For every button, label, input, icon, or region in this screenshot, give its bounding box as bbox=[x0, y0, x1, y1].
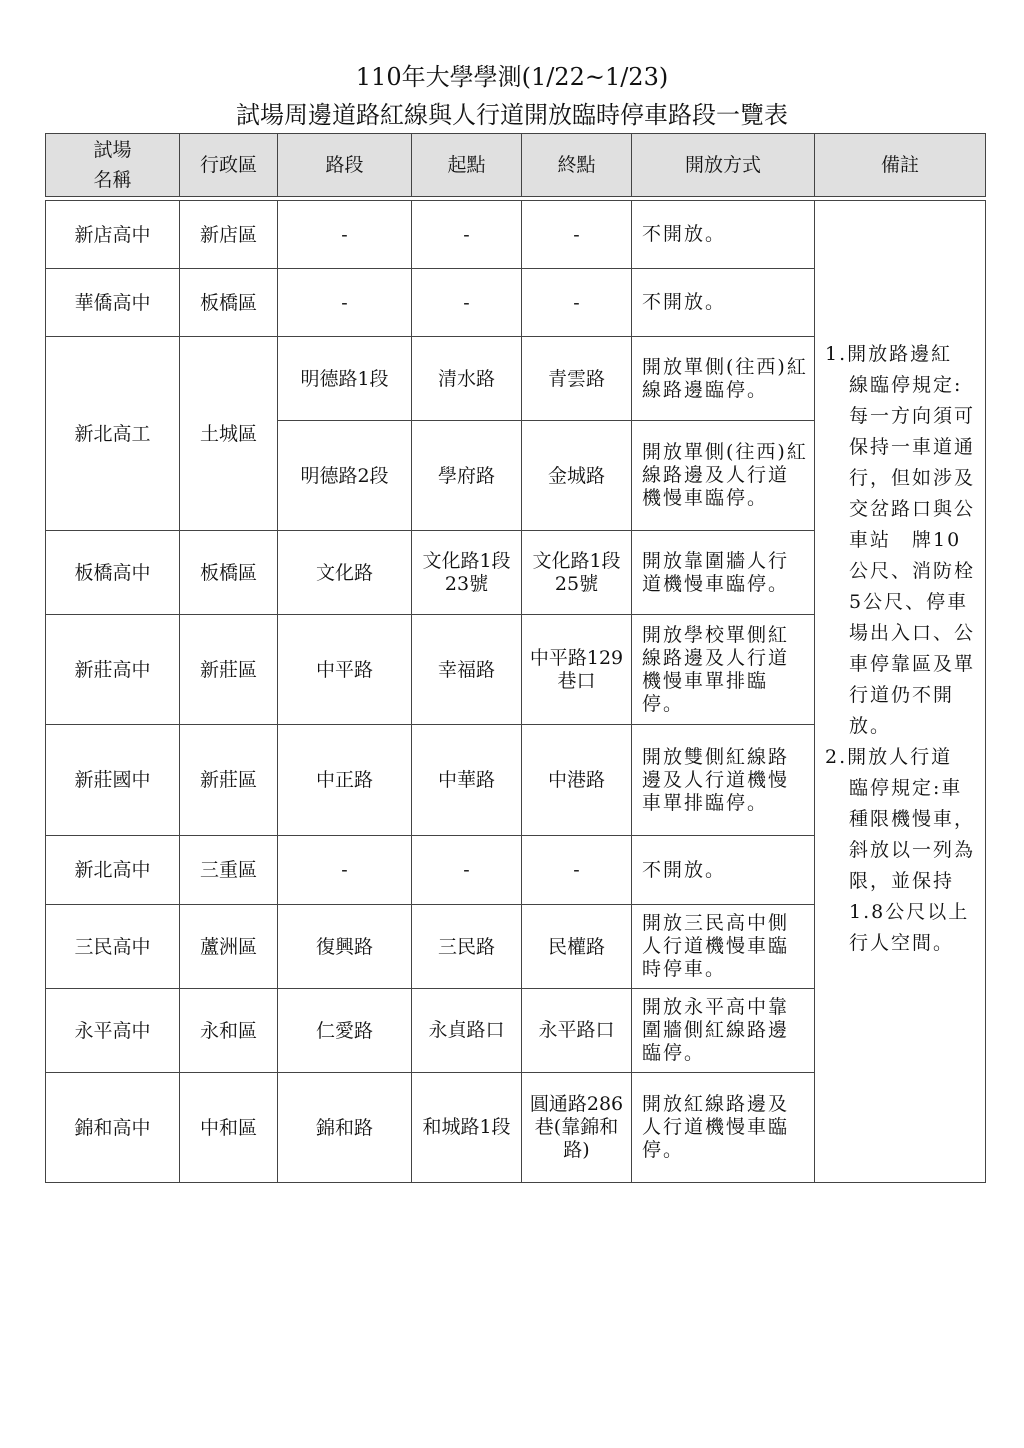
cell-method: 不開放。 bbox=[632, 836, 815, 905]
cell-site: 三民高中 bbox=[46, 905, 180, 989]
header-exam-site-line1: 試場 bbox=[93, 139, 132, 161]
cell-start: 幸福路 bbox=[412, 615, 522, 725]
cell-method: 開放單側(往西)紅線路邊臨停。 bbox=[632, 337, 815, 421]
cell-road: 文化路 bbox=[278, 531, 412, 615]
cell-road: - bbox=[278, 201, 412, 269]
cell-method: 開放雙側紅線路邊及人行道機慢車單排臨停。 bbox=[632, 725, 815, 836]
cell-start: 和城路1段 bbox=[412, 1073, 522, 1183]
cell-method: 開放學校單側紅線路邊及人行道機慢車單排臨停。 bbox=[632, 615, 815, 725]
header-start: 起點 bbox=[412, 134, 522, 197]
cell-start: - bbox=[412, 836, 522, 905]
cell-method: 開放永平高中靠圍牆側紅線路邊臨停。 bbox=[632, 989, 815, 1073]
cell-road: 仁愛路 bbox=[278, 989, 412, 1073]
cell-road: 明德路1段 bbox=[278, 337, 412, 421]
cell-start: 文化路1段23號 bbox=[412, 531, 522, 615]
cell-site: 板橋高中 bbox=[46, 531, 180, 615]
parking-table bbox=[45, 133, 986, 1183]
cell-start: 三民路 bbox=[412, 905, 522, 989]
cell-method: 不開放。 bbox=[632, 269, 815, 337]
cell-site: 新店高中 bbox=[46, 201, 180, 269]
remark-item-2-rest: 臨停規定:車種限機慢車，斜放以一列為限，並保持1.8公尺以上行人空間。 bbox=[849, 777, 976, 954]
cell-district: 新莊區 bbox=[180, 725, 278, 836]
header-exam-site bbox=[46, 134, 180, 197]
cell-site: 新莊國中 bbox=[46, 725, 180, 836]
cell-site: 錦和高中 bbox=[46, 1073, 180, 1183]
header-remark: 備註 bbox=[815, 134, 986, 197]
header-road: 路段 bbox=[278, 134, 412, 197]
cell-end: 青雲路 bbox=[522, 337, 632, 421]
cell-end: 圓通路286巷(靠錦和路) bbox=[522, 1073, 632, 1183]
cell-site: 華僑高中 bbox=[46, 269, 180, 337]
document-title-line2: 試場周邊道路紅線與人行道開放臨時停車路段一覽表 bbox=[236, 101, 788, 129]
cell-end: 中港路 bbox=[522, 725, 632, 836]
cell-district: 蘆洲區 bbox=[180, 905, 278, 989]
cell-district: 中和區 bbox=[180, 1073, 278, 1183]
cell-end: - bbox=[522, 201, 632, 269]
cell-road: 復興路 bbox=[278, 905, 412, 989]
cell-road: 中平路 bbox=[278, 615, 412, 725]
cell-end: 民權路 bbox=[522, 905, 632, 989]
cell-method: 開放紅線路邊及人行道機慢車臨停。 bbox=[632, 1073, 815, 1183]
cell-start: - bbox=[412, 201, 522, 269]
cell-start: - bbox=[412, 269, 522, 337]
cell-end: 文化路1段25號 bbox=[522, 531, 632, 615]
header-end: 終點 bbox=[522, 134, 632, 197]
cell-remark bbox=[815, 201, 986, 1183]
cell-site: 永平高中 bbox=[46, 989, 180, 1073]
remark-item-1-rest: 線臨停規定:每一方向須可保持一車道通行，但如涉及交岔路口與公車站 牌10公尺、消防栓5公尺、停車場出入口、公車停靠區及單行道仍不開放。 bbox=[849, 374, 976, 737]
cell-start: 清水路 bbox=[412, 337, 522, 421]
header-district: 行政區 bbox=[180, 134, 278, 197]
table-header-row bbox=[46, 134, 986, 197]
header-method: 開放方式 bbox=[632, 134, 815, 197]
cell-district: 永和區 bbox=[180, 989, 278, 1073]
cell-method: 開放三民高中側人行道機慢車臨時停車。 bbox=[632, 905, 815, 989]
remark-item-2-first: 2.開放人行道 bbox=[825, 746, 953, 768]
cell-district: 土城區 bbox=[180, 337, 278, 531]
cell-district: 新店區 bbox=[180, 201, 278, 269]
cell-method: 開放單側(往西)紅線路邊及人行道機慢車臨停。 bbox=[632, 421, 815, 531]
cell-site: 新莊高中 bbox=[46, 615, 180, 725]
cell-start: 永貞路口 bbox=[412, 989, 522, 1073]
cell-end: 金城路 bbox=[522, 421, 632, 531]
cell-start: 中華路 bbox=[412, 725, 522, 836]
cell-district: 板橋區 bbox=[180, 531, 278, 615]
cell-site: 新北高中 bbox=[46, 836, 180, 905]
cell-road: 明德路2段 bbox=[278, 421, 412, 531]
cell-method: 不開放。 bbox=[632, 201, 815, 269]
cell-end: - bbox=[522, 836, 632, 905]
cell-road: 錦和路 bbox=[278, 1073, 412, 1183]
table-row bbox=[46, 201, 986, 269]
cell-district: 新莊區 bbox=[180, 615, 278, 725]
remark-item-1-first: 1.開放路邊紅 bbox=[825, 343, 953, 365]
cell-site: 新北高工 bbox=[46, 337, 180, 531]
cell-district: 板橋區 bbox=[180, 269, 278, 337]
cell-road: - bbox=[278, 269, 412, 337]
cell-method: 開放靠圍牆人行道機慢車臨停。 bbox=[632, 531, 815, 615]
cell-road: 中正路 bbox=[278, 725, 412, 836]
cell-end: 中平路129巷口 bbox=[522, 615, 632, 725]
cell-end: - bbox=[522, 269, 632, 337]
cell-district: 三重區 bbox=[180, 836, 278, 905]
cell-start: 學府路 bbox=[412, 421, 522, 531]
cell-end: 永平路口 bbox=[522, 989, 632, 1073]
cell-road: - bbox=[278, 836, 412, 905]
document-title-line1: 110年大學學測(1/22~1/23) bbox=[355, 63, 669, 91]
header-exam-site-line2: 名稱 bbox=[93, 169, 132, 191]
